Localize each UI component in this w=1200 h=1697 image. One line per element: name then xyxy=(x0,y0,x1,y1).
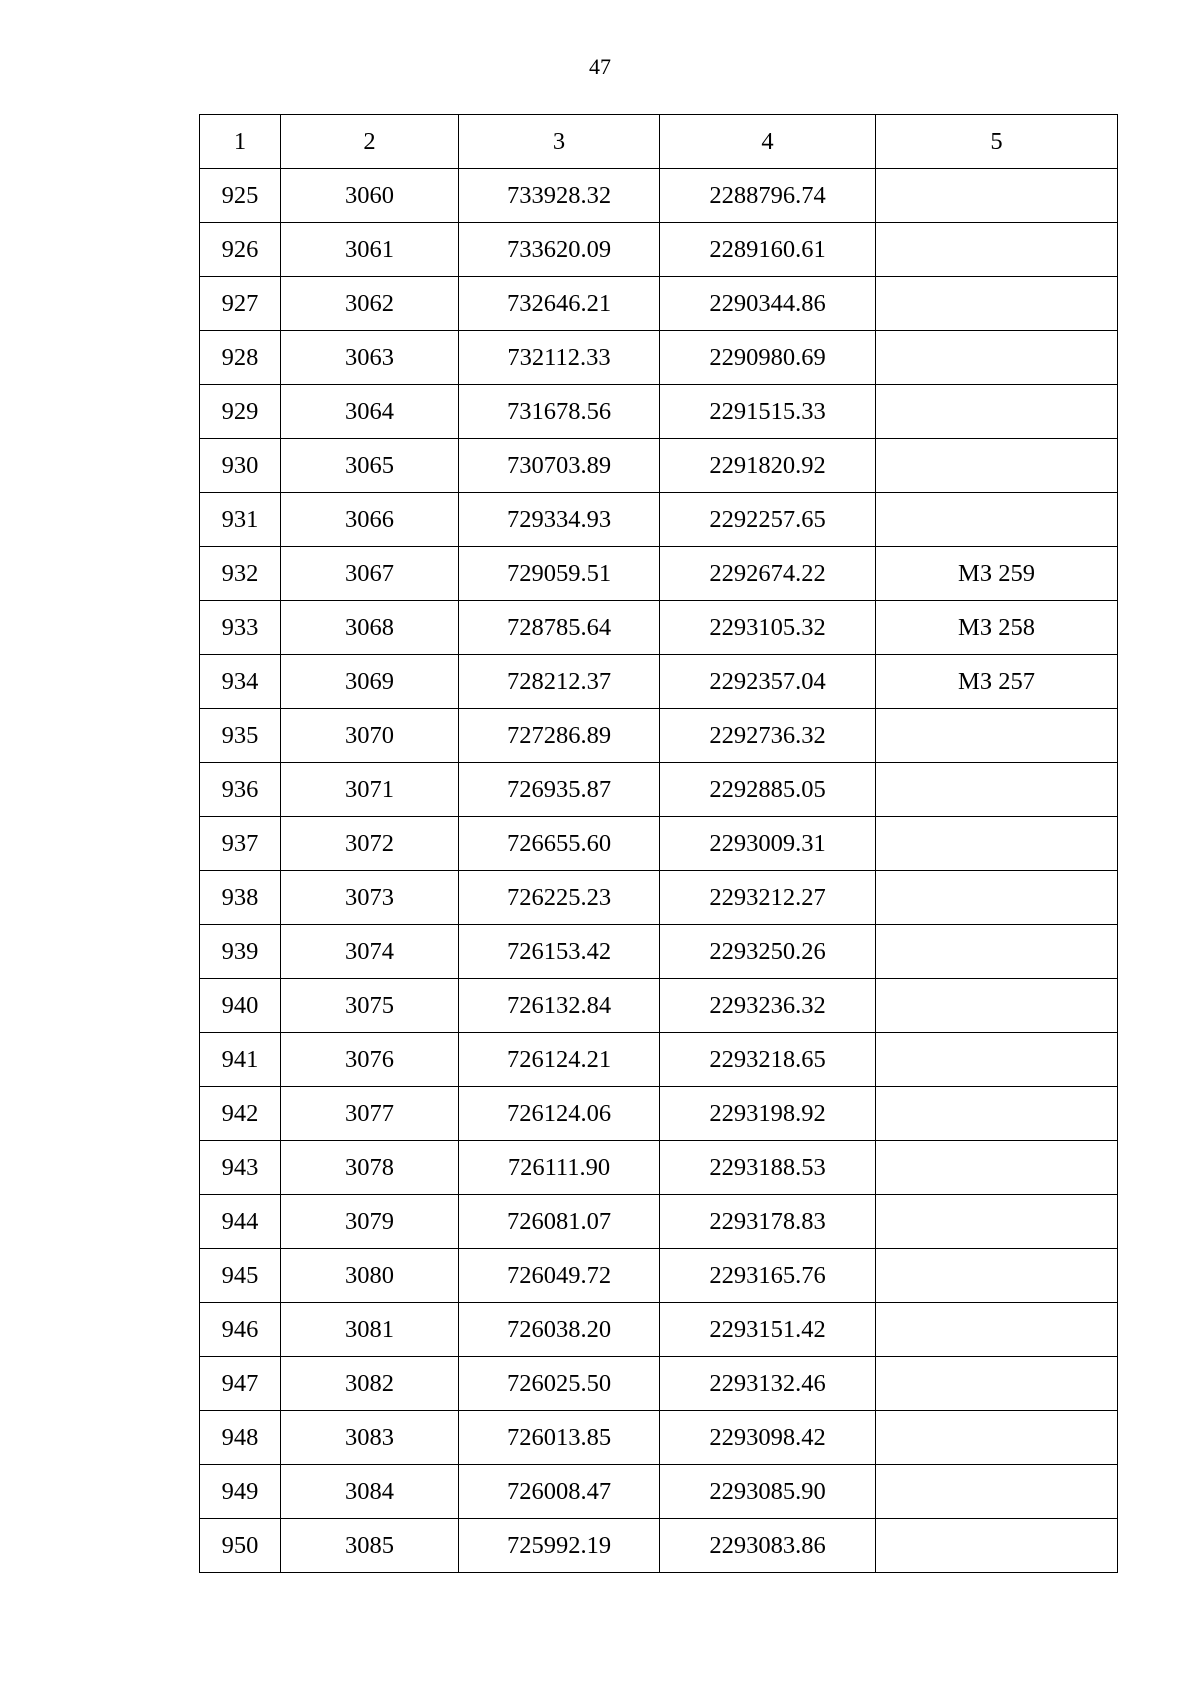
table-cell-col-3: 733620.09 xyxy=(459,223,660,277)
table-cell-col-1: 932 xyxy=(200,547,281,601)
table-cell-col-2: 3067 xyxy=(281,547,459,601)
table-cell-col-2: 3068 xyxy=(281,601,459,655)
table-cell-col-2: 3065 xyxy=(281,439,459,493)
table-cell-col-5 xyxy=(876,1303,1118,1357)
table-cell-col-1: 929 xyxy=(200,385,281,439)
table-row xyxy=(200,1087,1118,1141)
table-cell-col-5 xyxy=(876,493,1118,547)
table-cell-col-3: 726008.47 xyxy=(459,1465,660,1519)
table-row xyxy=(200,169,1118,223)
table-cell-col-1: 941 xyxy=(200,1033,281,1087)
header-cell-col-5: 5 xyxy=(876,115,1118,169)
table-row xyxy=(200,1519,1118,1573)
table-cell-col-1: 927 xyxy=(200,277,281,331)
table-cell-col-3: 726038.20 xyxy=(459,1303,660,1357)
table-cell-col-2: 3078 xyxy=(281,1141,459,1195)
table-cell-col-4: 2293009.31 xyxy=(660,817,876,871)
table-cell-col-5 xyxy=(876,1519,1118,1573)
table-cell-col-2: 3066 xyxy=(281,493,459,547)
table-cell-col-5 xyxy=(876,439,1118,493)
table-cell-col-4: 2292357.04 xyxy=(660,655,876,709)
table-cell-col-3: 732646.21 xyxy=(459,277,660,331)
table-cell-col-3: 726025.50 xyxy=(459,1357,660,1411)
table-cell-col-5 xyxy=(876,817,1118,871)
table-cell-col-3: 726655.60 xyxy=(459,817,660,871)
table-cell-col-1: 931 xyxy=(200,493,281,547)
table-cell-col-2: 3060 xyxy=(281,169,459,223)
table-cell-col-4: 2293083.86 xyxy=(660,1519,876,1573)
table-cell-col-4: 2293085.90 xyxy=(660,1465,876,1519)
table-cell-col-2: 3074 xyxy=(281,925,459,979)
table-cell-col-3: 726153.42 xyxy=(459,925,660,979)
header-cell-col-2: 2 xyxy=(281,115,459,169)
table-row xyxy=(200,979,1118,1033)
table-cell-col-5 xyxy=(876,1195,1118,1249)
header-cell-col-3: 3 xyxy=(459,115,660,169)
table-cell-col-4: 2291515.33 xyxy=(660,385,876,439)
table-cell-col-5 xyxy=(876,277,1118,331)
table-row xyxy=(200,1465,1118,1519)
table-cell-col-4: 2292885.05 xyxy=(660,763,876,817)
table-cell-col-2: 3069 xyxy=(281,655,459,709)
table-cell-col-5 xyxy=(876,709,1118,763)
table-cell-col-3: 729334.93 xyxy=(459,493,660,547)
table-row xyxy=(200,1357,1118,1411)
table-cell-col-2: 3072 xyxy=(281,817,459,871)
table-cell-col-1: 925 xyxy=(200,169,281,223)
table-cell-col-5 xyxy=(876,1087,1118,1141)
table-row xyxy=(200,871,1118,925)
table-cell-col-3: 726124.21 xyxy=(459,1033,660,1087)
header-row xyxy=(200,115,1118,169)
table-cell-col-4: 2293250.26 xyxy=(660,925,876,979)
table-cell-col-2: 3070 xyxy=(281,709,459,763)
table-row xyxy=(200,601,1118,655)
table-cell-col-2: 3075 xyxy=(281,979,459,1033)
table-cell-col-2: 3073 xyxy=(281,871,459,925)
table-cell-col-3: 726081.07 xyxy=(459,1195,660,1249)
table-cell-col-2: 3081 xyxy=(281,1303,459,1357)
table-row xyxy=(200,1303,1118,1357)
table-cell-col-2: 3083 xyxy=(281,1411,459,1465)
table-cell-col-1: 936 xyxy=(200,763,281,817)
table-cell-col-2: 3062 xyxy=(281,277,459,331)
table-cell-col-4: 2288796.74 xyxy=(660,169,876,223)
table-cell-col-3: 726013.85 xyxy=(459,1411,660,1465)
table-row xyxy=(200,493,1118,547)
table-cell-col-4: 2293151.42 xyxy=(660,1303,876,1357)
table-cell-col-5 xyxy=(876,871,1118,925)
table-cell-col-3: 730703.89 xyxy=(459,439,660,493)
table-row xyxy=(200,331,1118,385)
table-cell-col-1: 939 xyxy=(200,925,281,979)
table-cell-col-2: 3084 xyxy=(281,1465,459,1519)
table-cell-col-1: 945 xyxy=(200,1249,281,1303)
table-cell-col-4: 2293105.32 xyxy=(660,601,876,655)
table-row xyxy=(200,1033,1118,1087)
table-cell-col-3: 726225.23 xyxy=(459,871,660,925)
table-cell-col-1: 937 xyxy=(200,817,281,871)
table-cell-col-5 xyxy=(876,925,1118,979)
table-cell-col-1: 944 xyxy=(200,1195,281,1249)
table-row xyxy=(200,1249,1118,1303)
table-cell-col-1: 930 xyxy=(200,439,281,493)
coordinates-table xyxy=(199,114,1118,1573)
table-cell-col-1: 942 xyxy=(200,1087,281,1141)
table-cell-col-3: 726132.84 xyxy=(459,979,660,1033)
table-cell-col-1: 926 xyxy=(200,223,281,277)
table-cell-col-5: МЗ 257 xyxy=(876,655,1118,709)
table-row xyxy=(200,709,1118,763)
header-cell-col-4: 4 xyxy=(660,115,876,169)
table-cell-col-1: 934 xyxy=(200,655,281,709)
table-cell-col-4: 2293098.42 xyxy=(660,1411,876,1465)
table-cell-col-5 xyxy=(876,331,1118,385)
table-cell-col-1: 940 xyxy=(200,979,281,1033)
table-cell-col-5 xyxy=(876,979,1118,1033)
table-cell-col-5 xyxy=(876,1465,1118,1519)
table-cell-col-1: 949 xyxy=(200,1465,281,1519)
table-cell-col-1: 928 xyxy=(200,331,281,385)
table-cell-col-1: 946 xyxy=(200,1303,281,1357)
table-cell-col-2: 3064 xyxy=(281,385,459,439)
table-cell-col-1: 938 xyxy=(200,871,281,925)
table-row xyxy=(200,547,1118,601)
table-cell-col-1: 947 xyxy=(200,1357,281,1411)
table-cell-col-3: 732112.33 xyxy=(459,331,660,385)
table-cell-col-2: 3071 xyxy=(281,763,459,817)
table-row xyxy=(200,763,1118,817)
table-cell-col-5: МЗ 259 xyxy=(876,547,1118,601)
table-cell-col-3: 731678.56 xyxy=(459,385,660,439)
table-cell-col-4: 2293165.76 xyxy=(660,1249,876,1303)
table-cell-col-2: 3080 xyxy=(281,1249,459,1303)
table-cell-col-2: 3063 xyxy=(281,331,459,385)
table-cell-col-3: 727286.89 xyxy=(459,709,660,763)
table-cell-col-4: 2290980.69 xyxy=(660,331,876,385)
page-number: 47 xyxy=(589,54,611,79)
table-cell-col-3: 726124.06 xyxy=(459,1087,660,1141)
table-row xyxy=(200,1141,1118,1195)
table-row xyxy=(200,385,1118,439)
table-cell-col-5 xyxy=(876,1249,1118,1303)
table-cell-col-1: 948 xyxy=(200,1411,281,1465)
table-cell-col-5 xyxy=(876,1411,1118,1465)
table-cell-col-2: 3077 xyxy=(281,1087,459,1141)
table-cell-col-4: 2292736.32 xyxy=(660,709,876,763)
table-cell-col-3: 726935.87 xyxy=(459,763,660,817)
table-cell-col-2: 3085 xyxy=(281,1519,459,1573)
table-row xyxy=(200,655,1118,709)
table-cell-col-3: 729059.51 xyxy=(459,547,660,601)
table-cell-col-4: 2289160.61 xyxy=(660,223,876,277)
table-cell-col-5 xyxy=(876,385,1118,439)
table-cell-col-4: 2293132.46 xyxy=(660,1357,876,1411)
table-cell-col-2: 3082 xyxy=(281,1357,459,1411)
table-cell-col-4: 2293218.65 xyxy=(660,1033,876,1087)
table-cell-col-5 xyxy=(876,1357,1118,1411)
table-cell-col-1: 943 xyxy=(200,1141,281,1195)
table-row xyxy=(200,1195,1118,1249)
table-row xyxy=(200,1411,1118,1465)
table-header xyxy=(200,115,1118,169)
table-cell-col-1: 935 xyxy=(200,709,281,763)
table-cell-col-4: 2293188.53 xyxy=(660,1141,876,1195)
table-row xyxy=(200,223,1118,277)
table-cell-col-2: 3076 xyxy=(281,1033,459,1087)
table-cell-col-2: 3079 xyxy=(281,1195,459,1249)
header-cell-col-1: 1 xyxy=(200,115,281,169)
table-row xyxy=(200,277,1118,331)
table-cell-col-4: 2293178.83 xyxy=(660,1195,876,1249)
table-cell-col-2: 3061 xyxy=(281,223,459,277)
table-row xyxy=(200,925,1118,979)
table-cell-col-5 xyxy=(876,763,1118,817)
table-cell-col-3: 728212.37 xyxy=(459,655,660,709)
table-cell-col-5 xyxy=(876,223,1118,277)
table-row xyxy=(200,439,1118,493)
table-cell-col-1: 933 xyxy=(200,601,281,655)
table-cell-col-4: 2293198.92 xyxy=(660,1087,876,1141)
table-body xyxy=(200,169,1118,1573)
table-row xyxy=(200,817,1118,871)
table-cell-col-3: 733928.32 xyxy=(459,169,660,223)
table-cell-col-3: 726049.72 xyxy=(459,1249,660,1303)
table-cell-col-4: 2292674.22 xyxy=(660,547,876,601)
table-cell-col-5 xyxy=(876,1033,1118,1087)
table-cell-col-3: 728785.64 xyxy=(459,601,660,655)
table-cell-col-3: 726111.90 xyxy=(459,1141,660,1195)
table-cell-col-1: 950 xyxy=(200,1519,281,1573)
table-cell-col-4: 2291820.92 xyxy=(660,439,876,493)
table-cell-col-4: 2292257.65 xyxy=(660,493,876,547)
table-cell-col-4: 2290344.86 xyxy=(660,277,876,331)
table-cell-col-5: МЗ 258 xyxy=(876,601,1118,655)
table-cell-col-5 xyxy=(876,169,1118,223)
table-cell-col-4: 2293236.32 xyxy=(660,979,876,1033)
table-cell-col-5 xyxy=(876,1141,1118,1195)
table-cell-col-3: 725992.19 xyxy=(459,1519,660,1573)
table-cell-col-4: 2293212.27 xyxy=(660,871,876,925)
